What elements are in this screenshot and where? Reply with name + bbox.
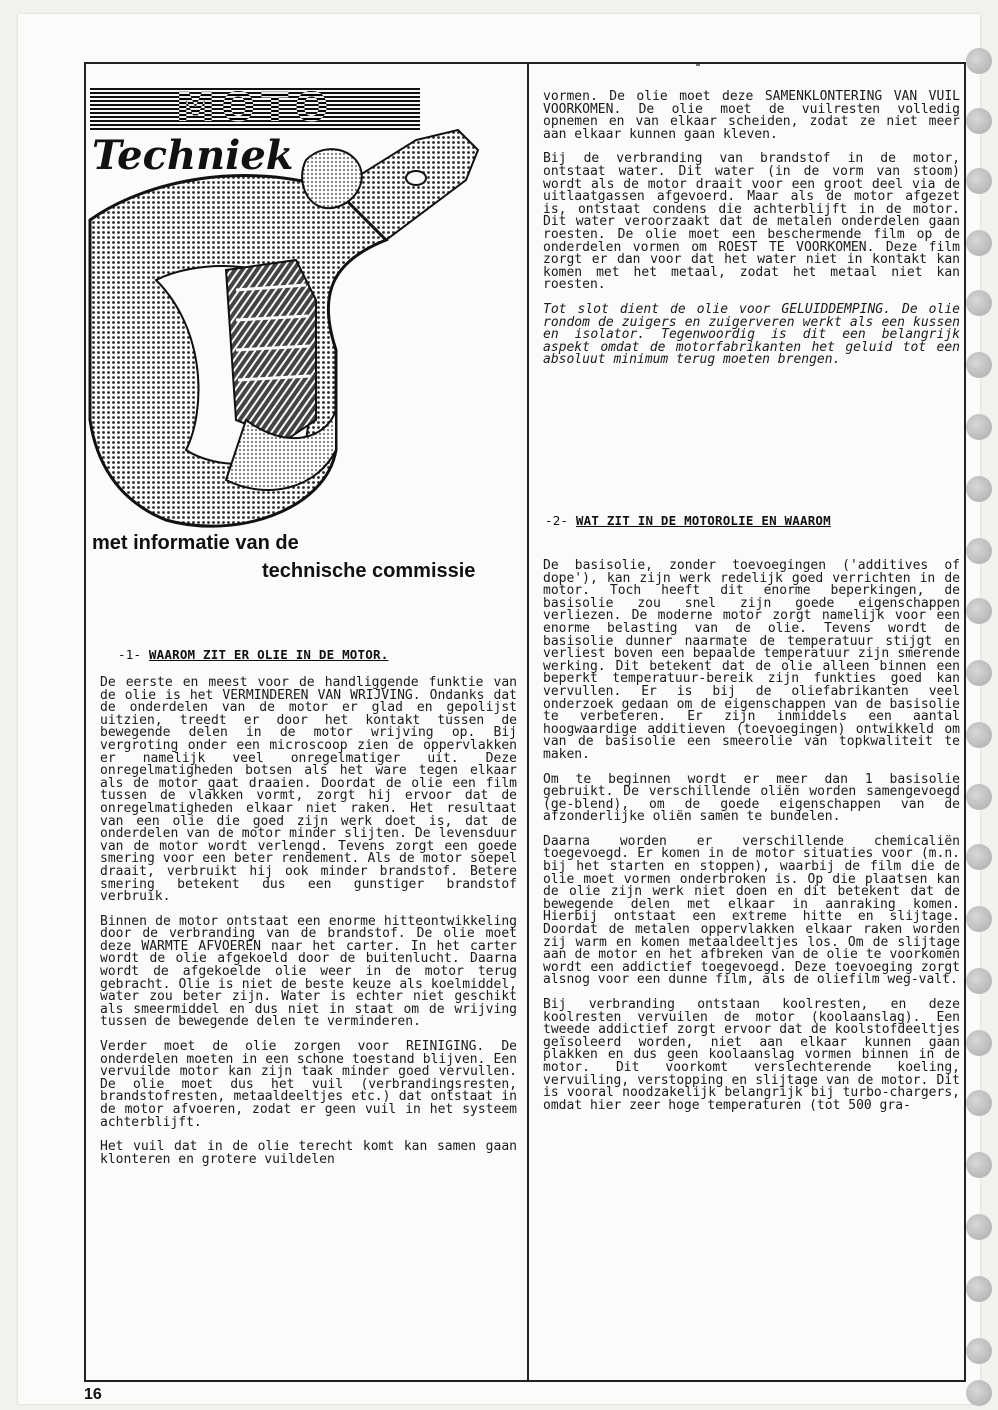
section-1-title: WAAROM ZIT ER OLIE IN DE MOTOR. xyxy=(148,647,389,662)
binding-hole-icon xyxy=(966,1276,992,1302)
binding-hole-icon xyxy=(966,1090,992,1116)
wrench-illustration xyxy=(86,120,526,540)
binding-hole-icon xyxy=(966,1152,992,1178)
paragraph: De basisolie, zonder toevoegingen ('additives of dope'), kan zijn werk redelijk goed verrichten in de motor. Toch heeft dit enorme beperkingen, de basisolie zou snel zijn goede eigenschappen verliezen. De moderne motor zorgt namelijk voor een enorme belasting van de olie. Tevens wordt de basisolie dunner naarmate de temperatuur stijgt en verliest boven een bepaalde temperatuur zijn smerende werking. Dit betekent dat de olie alleen binnen een beperkt temperatuur-bereik zijn funkties goed kan vervullen. Er is bij de oliefabrikanten veel onderzoek gedaan om de eigenschappen van de basisolie te verbeteren. Er zijn inmiddels een aantal hoogwaardige additieven (toevoegingen) ontwikkeld om van de basisolie een smeerolie van topkwaliteit te maken. xyxy=(543,558,960,762)
binding-hole-icon xyxy=(966,168,992,194)
binding-hole-icon xyxy=(966,48,992,74)
paragraph: Bij de verbranding van brandstof in de motor, ontstaat water. Dit water (in de vorm van stoom) wordt als de motor draait voor een groot deel via de uitlaatgassen afgevoerd. Maar als de motor afgezet is, ontstaat condens die achterblijft in de motor. Dit water veroorzaakt dat de metalen onderdelen gaan roesten. De olie moet een beschermende film op de onderdelen vormen om ROEST TE VOORKOMEN. Deze film zorgt er dan voor dat het water niet in kontakt kan komen met het metaal, zodat het metaal niet kan roesten. xyxy=(543,151,960,293)
binding-hole-icon xyxy=(966,906,992,932)
section-1-number: -1- xyxy=(118,647,142,662)
print-mark xyxy=(696,64,700,66)
column-divider xyxy=(527,62,529,1382)
section-2-title: WAT ZIT IN DE MOTOROLIE EN WAAROM xyxy=(575,513,831,528)
binding-hole-icon xyxy=(966,660,992,686)
section-2-number: -2- xyxy=(545,513,569,528)
paragraph: Het vuil dat in de olie terecht komt kan samen gaan klonteren en grotere vuildelen xyxy=(100,1139,517,1167)
binding-hole-icon xyxy=(966,722,992,748)
binding-hole-icon xyxy=(966,1380,992,1406)
paragraph: Om te beginnen wordt er meer dan 1 basisolie gebruikt. De verschillende oliën worden samengevoegd (ge-blend), om de goede eigenschappen van de afzonderlijke oliën samen te bundelen. xyxy=(543,771,960,825)
paragraph: Binnen de motor ontstaat een enorme hitteontwikkeling door de verbranding van de brandstof. De olie moet deze WARMTE AFVOEREN naar het carter. In het carter wordt de olie afgekoeld door de buitenlucht. Daarna wordt de afgekoelde olie weer in de motor terug gebracht. Olie is niet de beste keuze als koelmiddel, water zou beter zijn. Water is echter niet geschikt als smeermiddel en dus niet in staat om de wrijving tussen de bewegende delen te verminderen. xyxy=(100,913,517,1030)
left-column-text xyxy=(100,677,517,1178)
paragraph: Tot slot dient de olie voor GELUIDDEMPING. De olie rondom de zuigers en zuigerveren werkt als een kussen en isolator. Tegenwoordig is dit een belangrijk aspekt omdat de motorfabrikanten het geluid tot een absoluut minimum terug moeten brengen. xyxy=(543,301,960,368)
paragraph: De eerste en meest voor de handliggende funktie van de olie is het VERMINDEREN VAN WRIJVING. Ondanks dat de onderdelen van de motor er glad en gepolijst uitzien, treedt er door het kontakt tussen de bewegende delen in de motor wrijving op. Bij vergroting onder een microscoop zien de oppervlakken er namelijk veel onregelmatiger uit. Deze onregelmatigheden botsen als het ware tegen elkaar als de motor gaat draaien. Doordat de olie een film tussen de vlakken vormt, zorgt hij ervoor dat de onregelmatigheden elkaar niet raken. Het resultaat van een olie die goed zijn werk doet is, dat de onderdelen van de motor minder slijten. De levensduur van de motor wordt verlengd. Tevens zorgt een goede smering voor een beter rendement. Als de motor soepel draait, verbruikt hij ook minder brandstof. Betere smering betekent dus een gunstiger brandstof verbruik. xyxy=(100,675,517,905)
section-1-heading xyxy=(118,647,388,662)
binding-hole-icon xyxy=(966,1030,992,1056)
info-line-2: technische commissie xyxy=(262,560,476,582)
section-title: Techniek xyxy=(92,132,294,179)
info-line-1: met informatie van de xyxy=(92,532,299,554)
moto-guzzi-logo xyxy=(90,86,420,130)
paragraph: Verder moet de olie zorgen voor REINIGING. De onderdelen moeten in een schone toestand blijven. Een vervuilde motor kan zijn taak minder goed vervullen. De olie moet dus het vuil (verbrandingsresten, brandstofresten, metaaldeeltjes etc.) dat ontstaat in de motor afvoeren, zodat er geen vuil in het systeem achterblijft. xyxy=(100,1039,517,1130)
binding-hole-icon xyxy=(966,290,992,316)
paragraph: Daarna worden er verschillende chemicaliën toegevoegd. Er komen in de motor situaties voor (m.n. bij het starten en stoppen), waarbij de film die de olie moet vormen onderbroken is. Op die plaatsen kan de olie zijn werk niet doen en dit betekent dat de bewegende delen met elkaar in aanraking komen. Hierbij ontstaat een extreme hitte en slijtage. Doordat de metalen oppervlakken elkaar raken worden zij warm en komen metaaldeeltjes los. Om de slijtage aan de motor en het afbreken van de olie te voorkomen wordt een addictief toegevoegd. Deze toevoeging zorgt alsnog voor een dunne film, als de oliefilm weg-valt. xyxy=(543,833,960,988)
binding-holes xyxy=(958,40,998,1400)
paragraph: vormen. De olie moet deze SAMENKLONTERING VAN VUIL VOORKOMEN. De olie moet de vuilresten volledig opnemen en van elkaar scheiden, zodat ze niet meer aan elkaar kunnen gaan kleven. xyxy=(543,89,960,142)
logo-text: MOTO xyxy=(175,86,335,130)
binding-hole-icon xyxy=(966,538,992,564)
binding-hole-icon xyxy=(966,784,992,810)
binding-hole-icon xyxy=(966,968,992,994)
binding-hole-icon xyxy=(966,352,992,378)
binding-hole-icon xyxy=(966,844,992,870)
section-2-heading xyxy=(545,513,831,528)
binding-hole-icon xyxy=(966,598,992,624)
binding-hole-icon xyxy=(966,108,992,134)
right-column-text xyxy=(543,91,960,379)
right-column-section-2-text xyxy=(543,560,960,1124)
binding-hole-icon xyxy=(966,1338,992,1364)
paragraph: Bij verbranding ontstaan koolresten, en deze koolresten vervuilen de motor (koolaanslag). Een tweede addictief zorgt ervoor dat de koolstofdeeltjes geïsoleerd worden, niet aan elkaar kunnen gaan plakken en dus geen koolaanslag vormen binnen in de motor. Dit voorkomt verslechterende koeling, vervuiling, verstopping en slijtage van de motor. Dit is vooral noodzakelijk belangrijk bij turbo-chargers, omdat hier zeer hoge temperaturen (tot 500 gra- xyxy=(543,997,960,1113)
binding-hole-icon xyxy=(966,414,992,440)
binding-hole-icon xyxy=(966,1214,992,1240)
binding-hole-icon xyxy=(966,476,992,502)
page-number: 16 xyxy=(84,1386,102,1403)
binding-hole-icon xyxy=(966,230,992,256)
